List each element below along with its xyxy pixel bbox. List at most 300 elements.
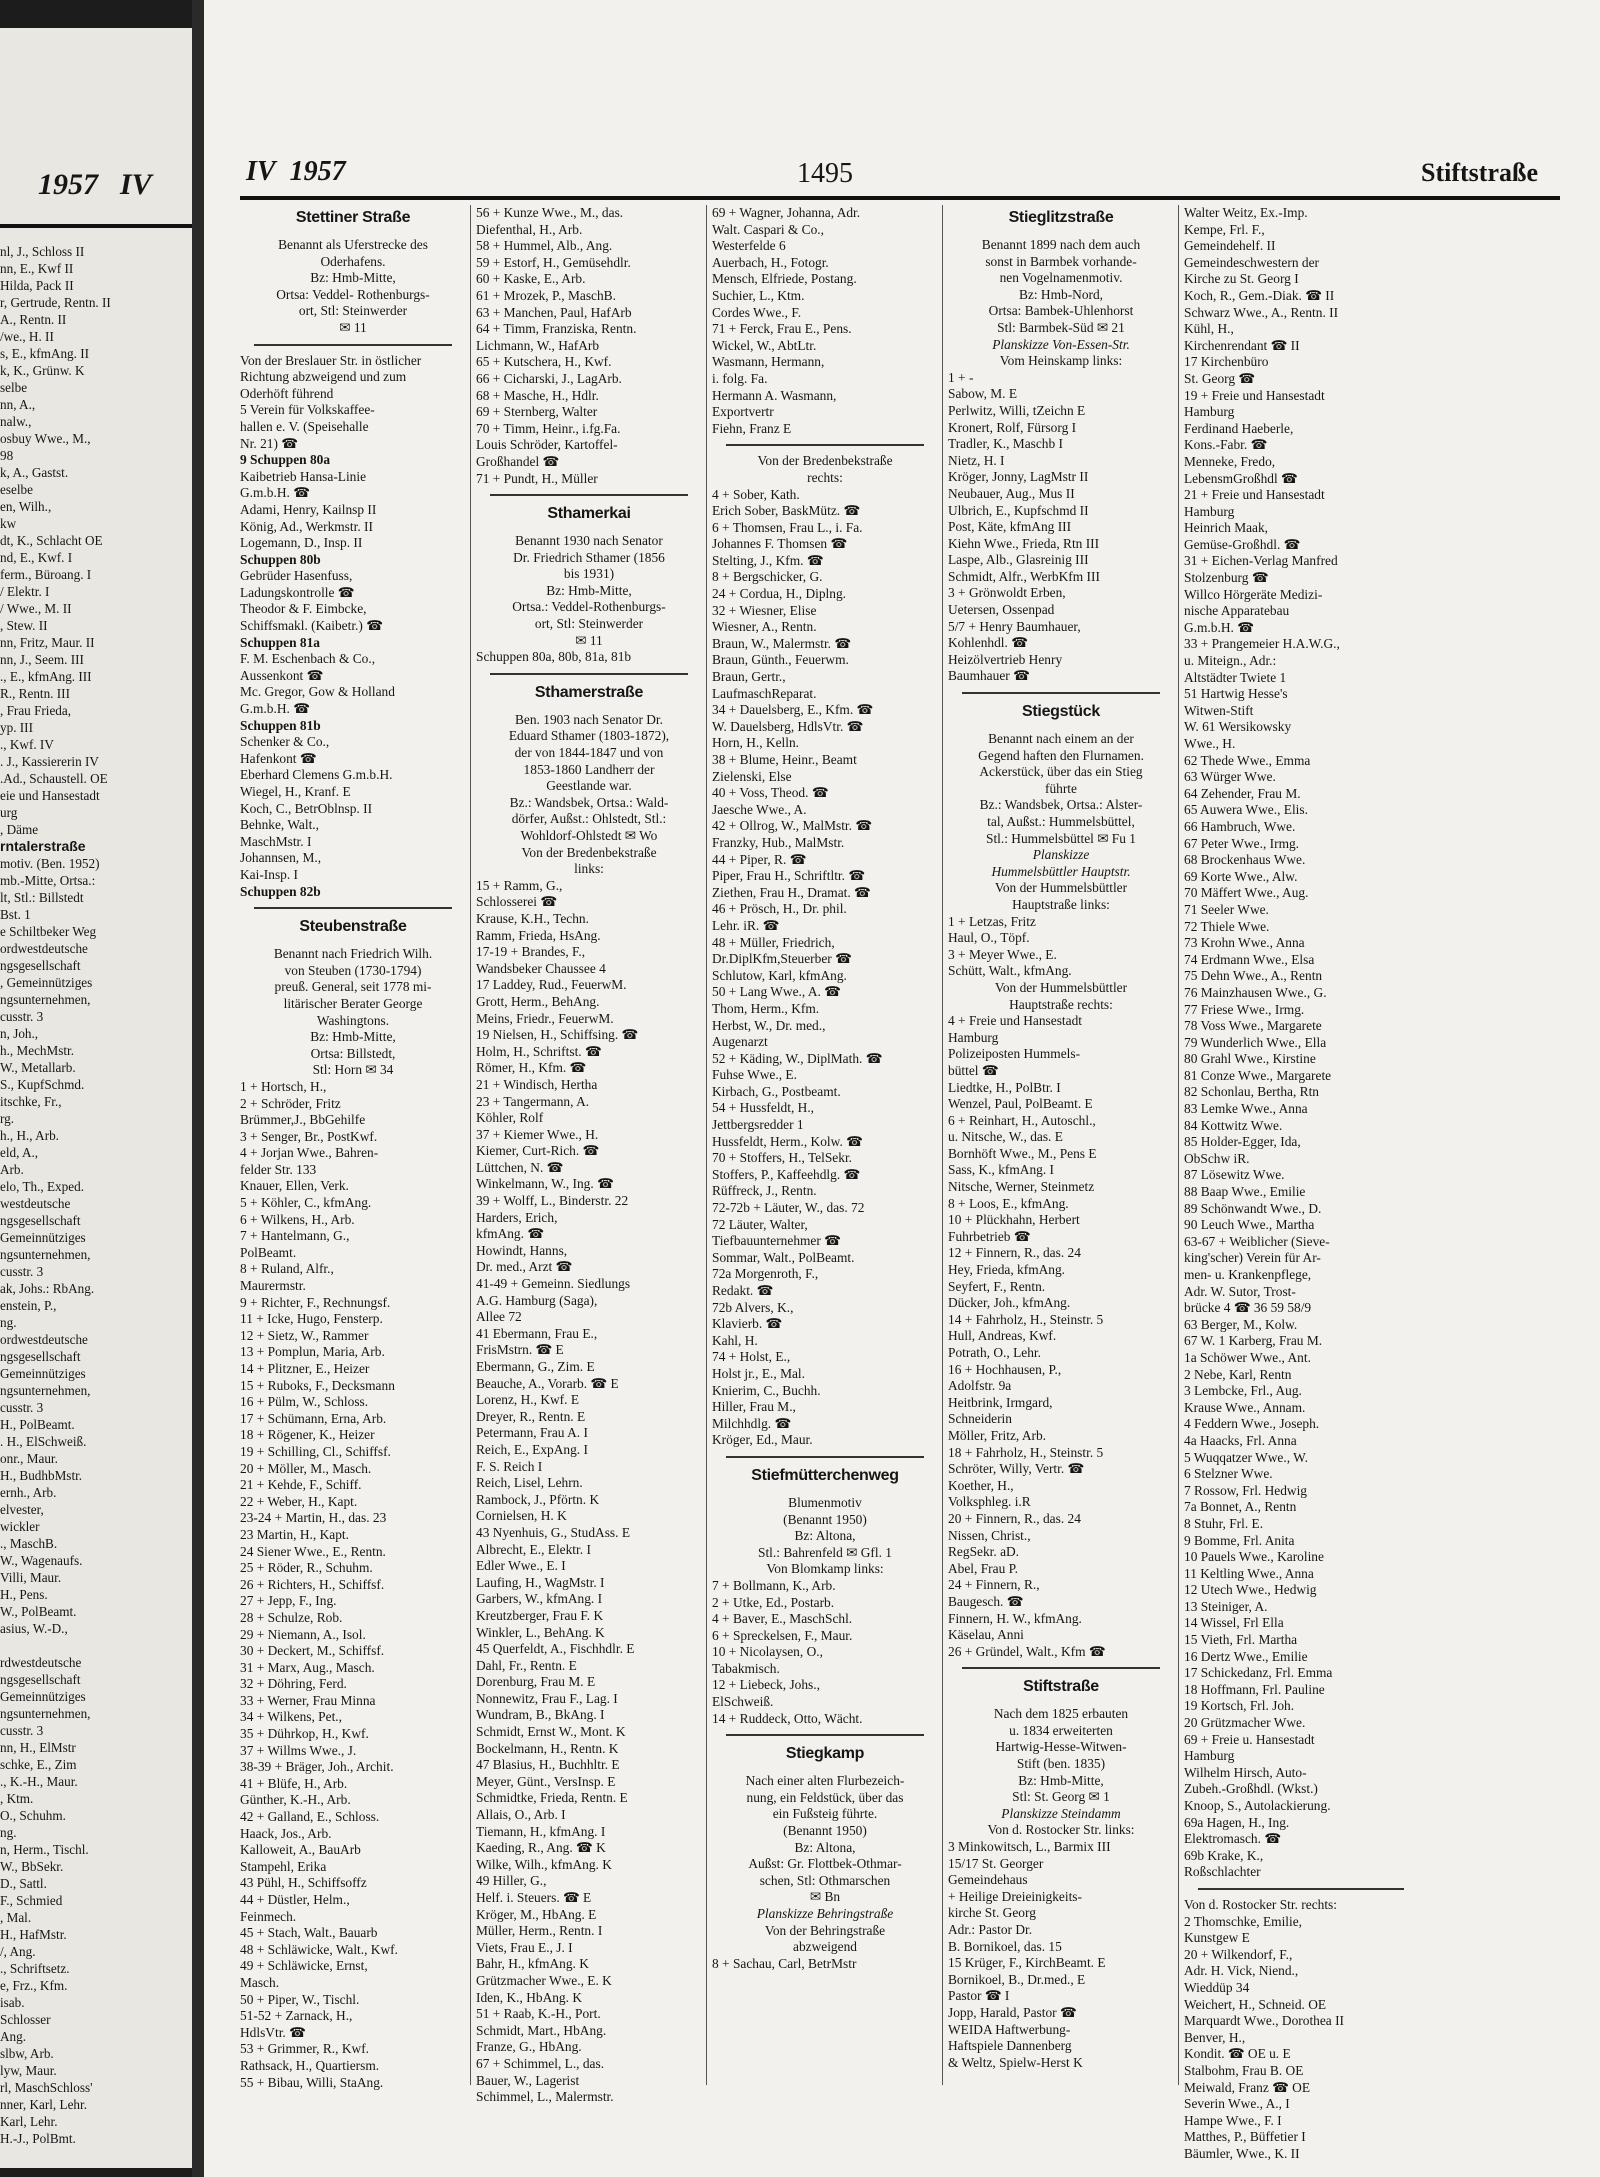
resident-entry: Kondit. ☎ OE u. E [1184,2046,1291,2062]
resident-entry: 1a Schöwer Wwe., Ant. [1184,1349,1311,1365]
resident-entry: 62 Thede Wwe., Emma [1184,752,1311,768]
resident-entry: Günther, K.-H., Arb. [240,1792,351,1808]
resident-entry: 8 + Sachau, Carl, BetrMstr [712,1955,857,1971]
resident-entry: 1 + Hortsch, H., [240,1078,327,1094]
left-page-line: ngsunternehmen, [0,1383,91,1398]
resident-entry: 64 Zehender, Frau M. [1184,785,1301,801]
left-page-line: . H., ElSchweiß. [0,1434,87,1449]
left-page-line: nner, Karl, Lehr. [0,2097,87,2112]
resident-entry: 5 + Köhler, C., kfmAng. [240,1195,372,1211]
left-page-line: Bst. 1 [0,907,31,922]
resident-entry: 56 + Kunze Wwe., M., das. [476,205,624,220]
left-page-line: H.-J., PolBmt. [0,2131,76,2146]
resident-entry: 26 + Richters, H., Schiffsf. [240,1576,385,1592]
street-description: Nach dem 1825 erbauten [993,1706,1129,1722]
resident-entry: 17 Kirchenbüro [1184,354,1269,370]
street-description: ort, Stl: Steinwerder [534,616,644,632]
resident-entry: Bäumler, Wwe., K. II [1184,2145,1300,2161]
resident-entry: i. folg. Fa. [712,370,768,386]
left-page-line: ng. [0,1825,17,1840]
resident-entry: 69 + Wagner, Johanna, Adr. [712,205,861,220]
resident-entry: 4 + Freie und Hansestadt [948,1013,1082,1029]
resident-entry: G.m.b.H. ☎ [240,701,310,717]
left-page-line: , Frau Frieda, [0,703,72,718]
left-page-line: nn, E., Kwf II [0,261,74,276]
left-page-line: D., Sattl. [0,1876,47,1891]
left-page-line: A., Rentn. II [0,312,67,327]
left-page-line: nn, H., ElMstr [0,1740,76,1755]
left-page-line: motiv. (Ben. 1952) [0,856,100,871]
left-page-header [0,168,192,228]
resident-entry: 70 + Stoffers, H., TelSekr. [712,1150,853,1166]
resident-entry: Kunstgew E [1184,1930,1250,1946]
left-page-line: Hilda, Pack II [0,278,74,293]
left-page-line: cusstr. 3 [0,1264,44,1279]
street-description: (Benannt 1950) [783,1823,867,1839]
left-page-line: , Ktm. [0,1791,34,1806]
street-description: Benannt 1930 nach Senator [515,533,663,549]
resident-entry: 43 Nyenhuis, G., StudAss. E [476,1524,630,1540]
resident-entry: Hamburg [948,1029,999,1045]
street-description: Von d. Rostocker Str. links: [987,1822,1135,1838]
street-heading: Stieglitzstraße [1008,209,1114,226]
resident-entry: Aussenkont ☎ [240,667,324,683]
resident-entry: Rambock, J., Pförtn. K [476,1491,600,1507]
resident-entry: Richtung abzweigend und zum [240,369,407,385]
street-description: Bz: Hmb-Mitte, [546,582,632,598]
resident-entry: Reich, Lisel, Lehrn. [476,1475,583,1491]
resident-entry: Kaibetrieb Hansa-Linie [240,468,367,484]
section-divider [962,1667,1160,1669]
resident-entry: 37 + Kiemer Wwe., H. [476,1126,599,1142]
resident-entry: 4 Feddern Wwe., Joseph. [1184,1416,1320,1432]
right-page [204,0,1600,2177]
resident-entry: 35 + Dührkop, H., Kwf. [240,1726,369,1742]
resident-entry: Diefenthal, H., Arb. [476,221,583,237]
resident-entry: 23 Martin, H., Kapt. [240,1526,349,1542]
resident-entry: MaschMstr. I [240,833,312,849]
resident-entry: Liedtke, H., PolBtr. I [948,1079,1061,1095]
resident-entry: Marquardt Wwe., Dorothea II [1184,2013,1345,2029]
resident-entry: 2 Thomschke, Emilie, [1184,1913,1303,1929]
resident-entry: Ramm, Frieda, HsAng. [476,927,601,943]
resident-entry: Meiwald, Franz ☎ OE [1184,2079,1311,2095]
street-description: Von der Bredenbekstraße [757,453,893,469]
resident-entry: Hampe Wwe., F. I [1184,2112,1282,2128]
street-heading: Stiegstück [1022,703,1100,721]
left-page-line: ernh., Arb. [0,1485,57,1500]
resident-entry: u. Nitsche, W., das. E [948,1129,1063,1145]
resident-entry: Bornikoel, B., Dr.med., E [948,1971,1086,1987]
left-page-line: eselbe [0,482,33,497]
resident-entry: Ladungskontrolle ☎ [240,584,355,600]
street-description: Stl: Horn ✉ 34 [312,1062,394,1078]
resident-entry: 64 + Timm, Franziska, Rentn. [476,321,637,337]
street-description: Oderhafens. [320,253,386,269]
resident-entry: Harders, Erich, [476,1209,558,1225]
resident-entry: 63-67 + Weiblicher (Sieve- [1184,1233,1330,1249]
resident-entry: Helf. i. Steuers. ☎ E [476,1890,592,1905]
resident-entry: Gebrüder Hasenfuss, [240,568,353,584]
resident-entry: Koch, R., Gem.-Diak. ☎ II [1184,287,1335,303]
resident-entry: Feinmech. [240,1908,297,1924]
resident-entry: 45 Querfeldt, A., Fischhdlr. E [476,1641,635,1657]
resident-entry: 72-72b + Läuter, W., das. 72 [712,1200,865,1216]
resident-entry: Wilke, Wilh., kfmAng. K [476,1856,612,1872]
street-description: Blumenmotiv [788,1494,862,1510]
column-3 [712,205,938,2085]
resident-entry: 14 + Fahrholz, H., Steinstr. 5 [948,1311,1104,1327]
resident-entry: 23-24 + Martin, H., das. 23 [240,1510,387,1526]
left-page-line: n, Herm., Tischl. [0,1842,89,1857]
resident-entry: Tradler, K., Maschb I [948,436,1064,452]
street-heading: Stettiner Straße [295,209,411,226]
resident-entry: 14 + Plitzner, E., Heizer [240,1361,370,1376]
resident-entry: Wandsbeker Chaussee 4 [476,960,606,976]
resident-entry: 7a Bonnet, A., Rentn [1184,1499,1297,1515]
resident-entry: 23 + Tangermann, A. [476,1093,590,1109]
section-divider [726,1734,924,1736]
resident-entry: Adr.: Pastor Dr. [948,1922,1033,1937]
resident-entry: Franzky, Hub., MalMstr. [712,834,845,850]
resident-entry: Logemann, D., Insp. II [240,535,363,551]
resident-entry: Uetersen, Ossenpad [948,602,1055,618]
street-description: Bz: Hmb-Nord, [1018,286,1104,302]
resident-entry: Kirchenrendant ☎ II [1184,337,1300,353]
resident-entry: König, Ad., Werkmstr. II [240,518,373,534]
street-description: Hartwig-Hesse-Witwen- [995,1739,1127,1755]
resident-entry: & Weltz, Spielw-Herst K [948,2054,1083,2070]
left-page-line: / Wwe., M. II [0,601,72,616]
left-page-line: ngsunternehmen, [0,992,91,1007]
left-page-line: ., MaschB. [0,1536,58,1551]
resident-entry: 16 + Hochhausen, P., [948,1361,1062,1377]
left-page-line: ., Schriftsetz. [0,1961,70,1976]
column-divider [470,205,471,2085]
resident-entry: 61 + Mrozek, P., MaschB. [476,287,616,303]
resident-entry: 13 + Pomplun, Maria, Arb. [240,1344,385,1360]
street-description: 1853-1860 Landherr der [523,761,655,777]
street-description: Gegend haften den Flurnamen. [978,747,1144,763]
resident-entry: 3 Minkowitsch, L., Barmix III [948,1839,1111,1855]
resident-entry: 26 + Gründel, Walt., Kfm ☎ [948,1643,1106,1659]
column-divider [706,205,707,2085]
resident-entry: 63 + Manchen, Paul, HafArb [476,304,632,320]
map-reference: Planskizze Behringstraße [756,1906,894,1921]
resident-entry: 82 Schonlau, Bertha, Rtn [1184,1084,1320,1100]
resident-entry: Brümmer,J., BbGehilfe [240,1112,366,1128]
resident-entry: Johannes F. Thomsen ☎ [712,536,848,552]
resident-entry: 30 + Deckert, M., Schiffsf. [240,1643,385,1659]
resident-entry: Louis Schröder, Kartoffel- [476,437,618,453]
left-page-line: urg [0,805,18,820]
resident-entry: Thom, Herm., Kfm. [712,1000,820,1016]
section-divider [726,444,924,446]
left-page-line: enstein, P., [0,1298,57,1313]
resident-entry: Kröger, Ed., Maur. [712,1432,813,1448]
resident-entry: Koether, H., [948,1477,1014,1493]
street-description: Von der Hummelsbüttler [994,979,1128,995]
resident-entry: Adr. W. Sutor, Trost- [1184,1283,1296,1299]
resident-entry: 15 + Ruboks, F., Decksmann [240,1377,395,1393]
left-page-line: ferm., Büroang. I [0,567,92,582]
resident-entry: RegSekr. aD. [948,1544,1020,1560]
left-page-line: H., HafMstr. [0,1927,67,1942]
resident-entry: Holst jr., E., Mal. [712,1365,805,1381]
resident-entry: 69 + Freie u. Hansestadt [1184,1731,1315,1747]
left-page-line: ngsgesellschaft [0,1349,81,1364]
section-divider [490,673,688,675]
resident-entry: 7 + Bollmann, K., Arb. [712,1577,836,1593]
left-page-line: cusstr. 3 [0,1009,44,1024]
resident-entry: 2 + Utke, Ed., Postarb. [712,1594,835,1610]
resident-entry: Bauer, W., Lagerist [476,2072,580,2088]
resident-entry: Kiemer, Curt-Rich. ☎ [476,1143,600,1159]
left-page-line: osbuy Wwe., M., [0,431,91,446]
resident-entry: Hey, Frieda, kfmAng. [948,1262,1066,1278]
resident-entry: 68 Brockenhaus Wwe. [1184,852,1306,868]
left-page-line: h., H., Arb. [0,1128,59,1143]
resident-entry: 4 + Jorjan Wwe., Bahren- [240,1145,379,1161]
resident-entry: 10 Pauels Wwe., Karoline [1184,1549,1324,1565]
street-description: Bz: Hmb-Mitte, [310,270,396,286]
resident-entry: 16 Dertz Wwe., Emilie [1184,1648,1308,1664]
resident-entry: 81 Conze Wwe., Margarete [1184,1067,1332,1083]
resident-entry: 46 + Prösch, H., Dr. phil. [712,901,847,917]
street-description: u. 1834 erweiterten [1009,1722,1113,1738]
resident-entry: 63 Würger Wwe. [1184,769,1276,785]
left-page-line: h., MechMstr. [0,1043,74,1058]
resident-entry: F. S. Reich I [476,1458,543,1474]
left-page-line: F., Schmied [0,1893,63,1908]
resident-entry: Nissen, Christ., [948,1527,1031,1543]
resident-entry: Schmidt, Mart., HbAng. [476,2022,607,2038]
resident-entry: 87 Lösewitz Wwe. [1184,1167,1285,1183]
book-gutter [192,0,204,2177]
resident-entry: Wiesner, A., Rentn. [712,619,817,635]
street-description: Ben. 1903 nach Senator Dr. [514,711,663,727]
left-page-line: wickler [0,1519,40,1534]
resident-entry: Nietz, H. I [948,452,1005,468]
resident-entry: Witwen-Stift [1184,702,1254,718]
resident-entry: 11 + Icke, Hugo, Fensterp. [240,1311,383,1327]
resident-entry: Kons.-Fabr. ☎ [1184,437,1268,453]
resident-entry: Theodor & F. Eimbcke, [240,601,367,617]
resident-entry: 69 Korte Wwe., Alw. [1184,868,1298,884]
resident-entry: 12 Utech Wwe., Hedwig [1184,1582,1317,1598]
resident-entry: Von der Breslauer Str. in östlicher [240,352,422,368]
resident-entry: Herbst, W., Dr. med., [712,1017,826,1033]
resident-entry: 8 + Loos, E., kfmAng. [948,1195,1069,1211]
street-description: dörfer, Außst.: Ohlstedt, Stl.: [511,811,667,827]
resident-entry: Schenker & Co., [240,734,330,750]
resident-entry: 59 + Estorf, H., Gemüsehdlr. [476,254,631,270]
resident-entry: Neubauer, Aug., Mus II [948,485,1075,501]
street-description: von Steuben (1730-1794) [284,962,422,978]
resident-entry: Piper, Frau H., Schriftltr. ☎ [712,868,866,884]
street-description: Geestlande war. [546,778,632,794]
street-description: Bz: Hmb-Mitte, [310,1029,396,1045]
resident-entry: 52 + Käding, W., DiplMath. ☎ [712,1050,883,1066]
resident-entry: Tabakmisch. [712,1660,780,1676]
street-description: Ortsa: Veddel- Rothenburgs- [276,286,430,302]
left-page-line: ordwestdeutsche [0,1332,88,1347]
resident-entry: Gemüse-Großhdl. ☎ [1184,536,1301,552]
resident-entry: Gemeindehaus [948,1872,1028,1888]
resident-entry: 49 + Schläwicke, Ernst, [240,1958,368,1974]
resident-entry: Tiefbauunternehmer ☎ [712,1233,841,1249]
street-description: Stift (ben. 1835) [1016,1756,1106,1772]
resident-entry: Redakt. ☎ [712,1283,774,1298]
resident-entry: FrisMstrn. ☎ E [476,1342,564,1358]
resident-entry: 20 + Möller, M., Masch. [240,1460,372,1476]
left-page-line: rntalerstraße [0,838,86,854]
resident-entry: Knoop, S., Autolackierung. [1184,1798,1331,1813]
resident-entry: Cornielsen, H. K [476,1508,567,1524]
resident-entry: 18 + Fahrholz, H., Steinstr. 5 [948,1444,1104,1460]
resident-entry: 38 + Blume, Heinr., Beamt [712,752,857,767]
resident-entry: 29 + Niemann, A., Isol. [240,1626,366,1642]
resident-entry: Lüttchen, N. ☎ [476,1159,564,1175]
left-page-line: ., Kwf. IV [0,737,54,752]
resident-entry: Allais, O., Arb. I [476,1807,566,1823]
resident-entry: Schneiderin [948,1411,1012,1427]
resident-entry: 19 + Freie und Hansestadt [1184,387,1325,403]
resident-entry: 28 + Schulze, Rob. [240,1609,343,1625]
resident-entry: 71 + Pundt, H., Müller [476,470,598,486]
left-page-line: n, Joh., [0,1026,39,1041]
resident-entry: Dreyer, R., Rentn. E [476,1408,586,1424]
street-description: Benannt als Uferstrecke des [278,237,428,252]
left-page-line: rg. [0,1111,15,1126]
street-heading: Stiefmütterchenweg [751,1466,899,1484]
resident-entry: 37 + Willms Wwe., J. [240,1742,357,1758]
left-page-line: , Stew. II [0,618,48,633]
resident-entry: Ulbrich, E., Kupfschmd II [948,502,1089,518]
street-description: ort, Stl: Steinwerder [298,303,408,319]
resident-entry: Horn, H., Kelln. [712,735,800,751]
resident-entry: Möller, Fritz, Arb. [948,1427,1047,1443]
building-heading: Schuppen 81a [240,634,321,650]
resident-entry: Cordes Wwe., F. [712,304,802,320]
resident-entry: 12 + Finnern, R., das. 24 [948,1245,1081,1261]
left-page-line: schke, E., Zim [0,1757,77,1772]
resident-entry: 83 Lemke Wwe., Anna [1184,1101,1308,1117]
street-description: ✉ 11 [575,632,603,648]
resident-entry: Franze, G., HbAng. [476,2039,582,2055]
resident-entry: 10 + Plückhahn, Herbert [948,1212,1080,1228]
resident-entry: Petermann, Frau A. I [476,1425,588,1441]
building-heading: Schuppen 80b [240,551,321,567]
left-header-district: IV [120,168,152,201]
resident-entry: felder Str. 133 [240,1161,317,1177]
resident-entry: 67 W. 1 Karberg, Frau M. [1184,1333,1323,1349]
page-number: 1495 [797,158,853,189]
resident-entry: Von d. Rostocker Str. rechts: [1184,1896,1337,1912]
resident-entry: Kiehn Wwe., Frieda, Rtn III [948,535,1100,551]
resident-entry: 71 + Ferck, Frau E., Pens. [712,321,852,337]
resident-entry: Wwe., H. [1184,736,1236,751]
resident-entry: Stalbohm, Frau B. OE [1184,2062,1304,2078]
resident-entry: Severin Wwe., A., I [1184,2096,1290,2112]
resident-entry: 48 + Müller, Friedrich, [712,934,835,950]
resident-entry: Heinrich Maak, [1184,520,1269,536]
resident-entry: 15 + Ramm, G., [476,877,563,893]
resident-entry: Kahl, H. [712,1332,758,1348]
resident-entry: 39 + Wolff, L., Binderstr. 22 [476,1193,629,1209]
resident-entry: Jopp, Harald, Pastor ☎ [948,2004,1077,2020]
resident-entry: Kronert, Rolf, Fürsorg I [948,419,1077,435]
resident-entry: Finnern, H. W., kfmAng. [948,1610,1082,1626]
resident-entry: Fuhrbetrieb ☎ [948,1228,1031,1244]
resident-entry: 48 + Schläwicke, Walt., Kwf. [240,1941,398,1957]
resident-entry: 19 + Schilling, Cl., Schiffsf. [240,1443,391,1459]
resident-entry: Adami, Henry, Kailnsp II [240,501,377,517]
resident-entry: Oderhöft führend [240,385,334,401]
resident-entry: Lorenz, H., Kwf. E [476,1392,579,1408]
resident-entry: Rathsack, H., Quartiersm. [240,2057,380,2073]
resident-entry: büttel ☎ [948,1062,999,1078]
left-page-line: S., KupfSchmd. [0,1077,85,1092]
resident-entry: Braun, Günth., Feuerwm. [712,652,849,668]
resident-entry: 18 Hoffmann, Frl. Pauline [1184,1681,1325,1697]
resident-entry: Bornhöft Wwe., M., Pens E [948,1145,1097,1161]
resident-entry: Walt. Caspari & Co., [712,221,824,237]
resident-entry: Käselau, Anni [948,1627,1024,1643]
left-page-line: eld, A., [0,1145,39,1160]
street-description: Washingtons. [316,1012,390,1028]
resident-entry: 18 + Rögener, K., Heizer [240,1427,375,1443]
resident-entry: 51 Hartwig Hesse's [1184,686,1288,702]
resident-entry: 55 + Bibau, Willi, StaAng. [240,2074,384,2090]
resident-entry: 69b Krake, K., [1184,1847,1264,1863]
resident-entry: Westerfelde 6 [712,238,786,254]
street-description: Bz: Altona, [794,1839,856,1855]
left-page-line: Villi, Maur. [0,1570,62,1585]
resident-entry: Fuhse Wwe., E. [712,1067,797,1083]
street-description: ✉ Bn [809,1889,841,1905]
resident-entry: 42 + Ollrog, W., MalMstr. ☎ [712,818,873,834]
resident-entry: Knierim, C., Buchh. [712,1382,821,1398]
resident-entry: 45 + Stach, Walt., Bauarb [240,1925,378,1941]
resident-entry: kfmAng. ☎ [476,1226,545,1242]
resident-entry: Nonnewitz, Frau F., Lag. I [476,1690,618,1706]
resident-entry: 72a Morgenroth, F., [712,1266,819,1282]
street-description: Hauptstraße rechts: [1009,996,1113,1012]
left-page-line: , Mal. [0,1910,32,1925]
resident-entry: 31 + Eichen-Verlag Manfred [1184,553,1338,569]
resident-entry: 12 + Sietz, W., Rammer [240,1327,369,1343]
street-description: Bz.: Wandsbek, Ortsa.: Wald- [509,794,669,810]
street-description: ein Fußsteig führte. [772,1806,878,1822]
resident-entry: Bahr, H., kfmAng. K [476,1956,589,1972]
resident-entry: 1 + Letzas, Fritz [948,913,1036,929]
resident-entry: 24 + Finnern, R., [948,1577,1040,1593]
street-description: bis 1931) [563,566,615,582]
resident-entry: Krause, K.H., Techn. [476,910,589,926]
resident-entry: 17 Laddey, Rud., FeuerwM. [476,977,627,993]
resident-entry: Wundram, B., BkAng. I [476,1707,605,1723]
left-page-line: elo, Th., Exped. [0,1179,84,1194]
resident-entry: Jaesche Wwe., A. [712,801,807,817]
street-description: rechts: [807,469,843,485]
resident-entry: 20 Grützmacher Wwe. [1184,1715,1306,1731]
resident-entry: Maurermstr. [240,1278,306,1294]
resident-entry: Kühl, H., [1184,321,1234,337]
resident-entry: Kempe, Frl. F., [1184,221,1265,237]
street-description: ✉ 11 [339,319,367,335]
resident-entry: Exportvertr [712,404,774,420]
